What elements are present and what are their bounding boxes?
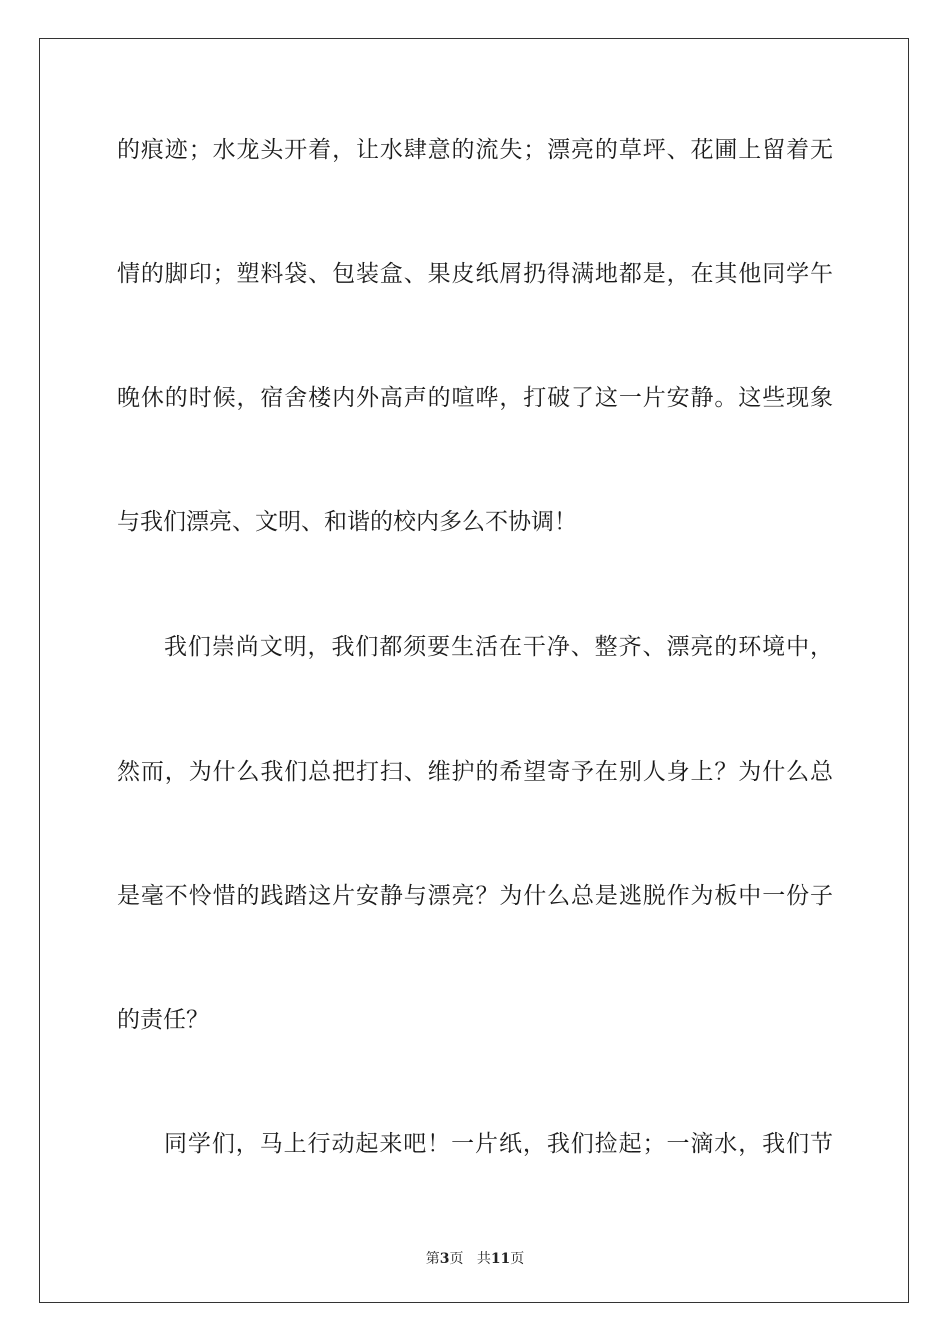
text-line: 然而，为什么我们总把打扫、维护的希望寄予在别人身上？为什么总 — [117, 759, 833, 785]
text-line: 晚休的时候，宿舍楼内外高声的喧哗，打破了这一片安静。这些现象 — [117, 385, 833, 411]
page-suffix: 页 — [449, 1251, 464, 1267]
text-line: 的责任？ — [117, 1007, 209, 1033]
text-line: 是毫不怜惜的践踏这片安静与漂亮？为什么总是逃脱作为板中一份子 — [117, 883, 833, 909]
text-line: 与我们漂亮、文明、和谐的校内多么不协调！ — [117, 509, 577, 535]
page-prefix: 第 — [425, 1251, 440, 1267]
total-suffix: 页 — [510, 1251, 525, 1267]
total-pages: 11 — [490, 1251, 511, 1267]
text-line: 情的脚印；塑料袋、包装盒、果皮纸屑扔得满地都是，在其他同学午 — [117, 261, 833, 287]
paragraph-start-line: 我们崇尚文明，我们都须要生活在干净、整齐、漂亮的环境中， — [164, 634, 833, 660]
page-number: 3 — [439, 1251, 450, 1267]
text-line: 的痕迹；水龙头开着，让水肆意的流失；漂亮的草坪、花圃上留着无 — [117, 137, 833, 163]
page-footer — [0, 1248, 950, 1268]
total-prefix: 共 — [476, 1251, 491, 1267]
page-border — [39, 38, 909, 1303]
paragraph-start-line: 同学们，马上行动起来吧！一片纸，我们捡起；一滴水，我们节 — [164, 1131, 833, 1157]
